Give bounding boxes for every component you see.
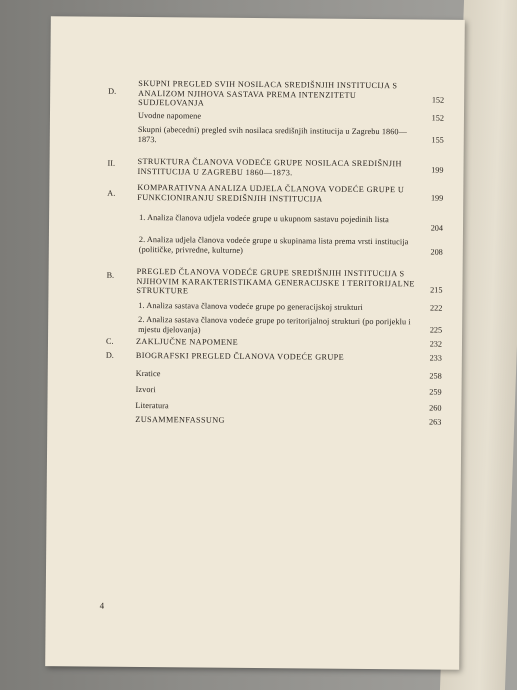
toc-page-number: 199 [431,165,444,175]
toc-page-number: 258 [429,371,442,381]
toc-page-number: 259 [429,387,442,397]
toc-page-number: 152 [431,95,445,105]
toc-page-number: 208 [430,247,443,257]
toc-label: D. [105,350,114,360]
toc-page-number: 199 [430,193,444,203]
toc-label: B. [106,270,115,280]
toc-page-number: 263 [428,417,442,427]
toc-entry-text: SKUPNI PREGLED SVIH NOSILACA SREDIŠNJIH INSTITUCIJA S ANALIZOM NJIHOVA SASTAVA PREMA INTENZITETU SUDJELOVANJA [138,78,398,108]
page-number: 4 [99,600,105,611]
toc-page-number: 232 [429,339,443,349]
toc-label: A. [107,188,116,198]
toc-entry-text: 1. Analiza članova udjela vodeće grupe u ukupnom sastavu pojedinih lista [139,212,389,225]
toc-page-number: 215 [430,285,443,295]
toc-entry-text: KOMPARATIVNA ANALIZA UDJELA ČLANOVA VODEĆE GRUPE U FUNKCIONIRANJU SREDIŠNJIH INSTITUCIJA [137,182,405,204]
toc-page-number: 233 [429,353,442,363]
toc-label: II. [107,158,116,168]
toc-entry-text: ZUSAMMENFASSUNG [135,414,225,425]
toc-entry-text: PREGLED ČLANOVA VODEĆE GRUPE SREDIŠNJIH INSTITUCIJA S NJIHOVIM KARAKTERISTIKAMA GENERACIJSKE I TERITORIJALNE STRUKTURE [136,266,415,296]
toc-entry-text: 2. Analiza udjela članova vodeće grupe u skupinama lista prema vrsti institucija (političke, privredne, kulturne) [138,234,409,255]
toc-page-number: 260 [429,403,442,413]
toc-entry-text: Izvori [135,384,156,395]
toc-label: C. [105,336,114,346]
book-page [45,16,465,670]
toc-page-number: 152 [431,113,445,123]
toc-entry-text: Literatura [135,400,169,411]
toc-entry-text: Uvodne napomene [137,110,202,121]
toc-entry-text: BIOGRAFSKI PREGLED ČLANOVA VODEĆE GRUPE [135,350,345,362]
toc-entry-text: Kratice [135,368,161,379]
toc-page-number: 155 [431,135,444,145]
toc-entry-text: Skupni (abecedni) pregled svih nosilaca središnjih institucija u Zagrebu 1860—1873. [137,124,407,144]
toc-entry-text: 2. Analiza sastava članova vodeće grupe po teritorijalnoj strukturi (po porijeklu i mjestu djelovanja) [138,314,411,335]
toc-label: D. [108,86,117,96]
toc-entry-text: ZAKLJUČNE NAPOMENE [135,336,239,347]
toc-page-number: 222 [429,303,443,313]
toc-entry-text: STRUKTURA ČLANOVA VODEĆE GRUPE NOSILACA SREDIŠNJIH INSTITUCIJA U ZAGREBU 1860—1873. [137,156,402,177]
toc-page-number: 225 [429,325,443,335]
toc-page-number: 204 [430,223,444,233]
toc-entry-text: 1. Analiza sastava članova vodeće grupe po generacijskoj strukturi [138,300,363,312]
